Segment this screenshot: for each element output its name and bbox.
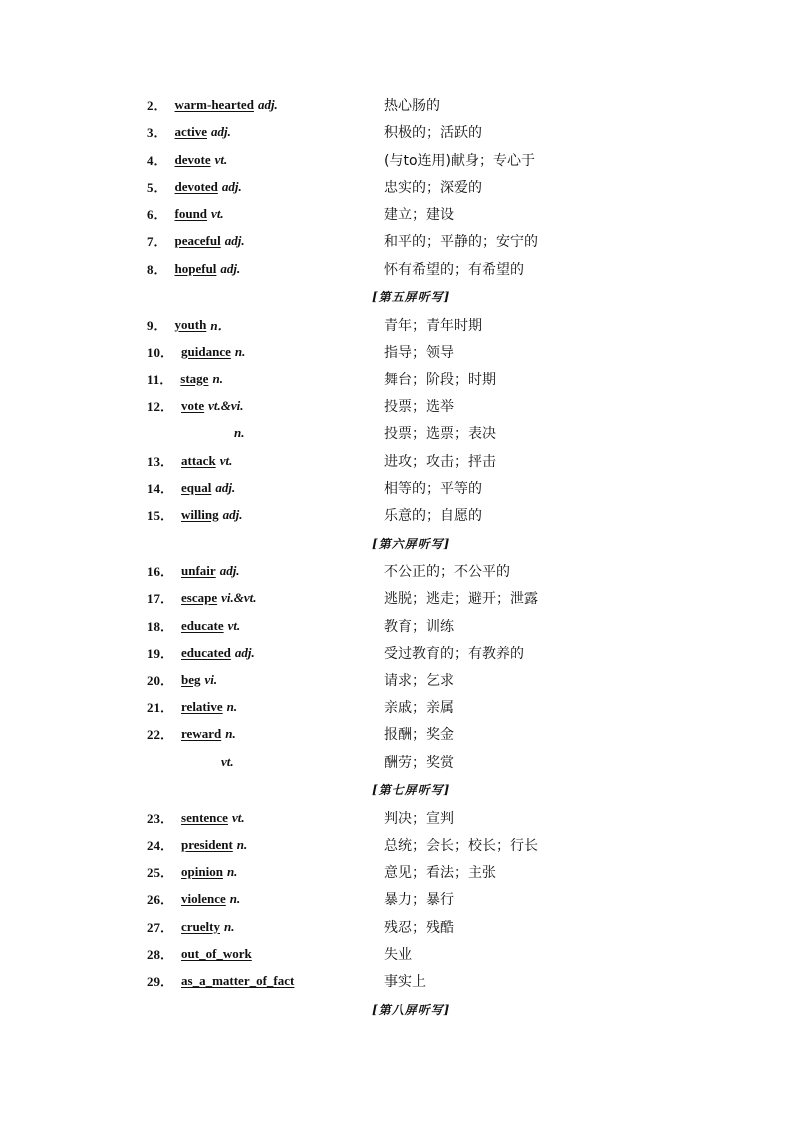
- entry-pos: n.: [225, 725, 236, 741]
- entry-number: 6．: [147, 207, 167, 222]
- entry-meaning: 投票；选票；表决: [384, 425, 496, 442]
- vocab-row: [0, 831, 794, 858]
- section-heading: [第八屏听写]: [372, 1003, 451, 1017]
- entry-meaning: 建立；建设: [384, 206, 454, 223]
- entry-word: devoted: [174, 178, 218, 194]
- entry-pos: adj.: [224, 232, 245, 248]
- entry-pos: vt.: [219, 452, 233, 468]
- entry-word: youth: [174, 316, 207, 332]
- vocab-row: [0, 118, 794, 145]
- entry-pos: vt.: [214, 151, 228, 167]
- vocab-row: [0, 804, 794, 831]
- entry-number: 22．: [147, 727, 174, 742]
- entry-meaning: 投票；选举: [384, 398, 454, 415]
- vocab-row: [0, 501, 794, 528]
- entry-word: president: [181, 836, 233, 852]
- entry-number: 28．: [147, 947, 174, 962]
- entry-meaning: 逃脱；逃走；避开；泄露: [384, 590, 538, 607]
- entry-number: 21．: [147, 700, 174, 715]
- section-heading: [第六屏听写]: [372, 537, 451, 551]
- entry-word: violence: [181, 890, 226, 906]
- entry-pos: n．: [210, 318, 231, 333]
- entry-number: 7．: [147, 234, 167, 249]
- vocab-row: [0, 913, 794, 940]
- entry-number: 29．: [147, 974, 174, 989]
- entry-meaning: 亲戚；亲属: [384, 699, 454, 716]
- entry-meaning: 怀有希望的；有希望的: [384, 261, 524, 278]
- vocab-row: [0, 311, 794, 338]
- vocab-row: [0, 612, 794, 639]
- vocab-row: [0, 693, 794, 720]
- entry-meaning: 不公正的；不公平的: [384, 563, 510, 580]
- entry-word: willing: [181, 506, 219, 522]
- entry-pos: vt.: [231, 809, 245, 825]
- vocab-row: [0, 639, 794, 666]
- entry-word: devote: [174, 151, 211, 167]
- entry-word: beg: [181, 671, 201, 687]
- entry-word: cruelty: [181, 918, 220, 934]
- entry-number: 8．: [147, 262, 167, 277]
- entry-number: 3．: [147, 125, 167, 140]
- entry-pos: adj.: [215, 479, 236, 495]
- vocab-row: [0, 720, 794, 747]
- entry-number: 26．: [147, 892, 174, 907]
- vocab-row: [0, 858, 794, 885]
- vocab-row: [0, 338, 794, 365]
- entry-pos: adj.: [219, 562, 240, 578]
- entry-number: 15．: [147, 508, 174, 523]
- vocab-row: [0, 885, 794, 912]
- entry-meaning: 失业: [384, 946, 412, 963]
- section-heading: [第七屏听写]: [372, 783, 451, 797]
- entry-meaning: 积极的；活跃的: [384, 124, 482, 141]
- vocab-row: [0, 967, 794, 994]
- entry-word: unfair: [181, 562, 216, 578]
- entry-pos: n.: [226, 863, 238, 879]
- entry-word: vote: [181, 397, 205, 413]
- entry-number: 20．: [147, 673, 174, 688]
- vocab-row: [0, 666, 794, 693]
- vocab-row: [0, 447, 794, 474]
- entry-word: attack: [181, 452, 216, 468]
- entry-word: opinion: [181, 863, 223, 879]
- entry-word: relative: [181, 698, 223, 714]
- entry-word: stage: [180, 370, 209, 386]
- entry-pos: adj.: [257, 96, 278, 112]
- entry-word: found: [174, 205, 208, 221]
- entry-word: hopeful: [174, 260, 217, 276]
- entry-word: warm-hearted: [174, 96, 254, 112]
- entry-number: 25．: [147, 865, 174, 880]
- entry-word: escape: [181, 589, 218, 605]
- vocab-row: [0, 392, 794, 419]
- vocab-row: [0, 474, 794, 501]
- entry-pos: vt.: [227, 617, 241, 633]
- vocab-row: [0, 173, 794, 200]
- entry-number: 27．: [147, 920, 174, 935]
- entry-meaning: 总统；会长；校长；行长: [384, 837, 538, 854]
- entry-number: 18．: [147, 619, 174, 634]
- entry-meaning: 意见；看法；主张: [384, 864, 496, 881]
- entry-meaning: 和平的；平静的；安宁的: [384, 233, 538, 250]
- entry-pos: vt.: [221, 753, 234, 769]
- entry-pos: vi.: [204, 671, 218, 687]
- entry-meaning: 相等的；平等的: [384, 480, 482, 497]
- entry-number: 13．: [147, 454, 174, 469]
- entry-pos: adj.: [222, 506, 243, 522]
- vocab-row: [0, 419, 794, 446]
- vocab-row: [0, 365, 794, 392]
- entry-number: 23．: [147, 811, 174, 826]
- vocab-row: [0, 557, 794, 584]
- entry-number: 11．: [147, 372, 173, 387]
- entry-meaning: 暴力；暴行: [384, 891, 454, 908]
- entry-word: guidance: [181, 343, 231, 359]
- entry-pos: n.: [234, 424, 245, 440]
- entry-meaning: 指导；领导: [384, 344, 454, 361]
- entry-word: peaceful: [174, 232, 221, 248]
- section-heading: [第五屏听写]: [372, 290, 451, 304]
- vocab-row: [0, 146, 794, 173]
- entry-word: educated: [181, 644, 231, 660]
- entry-word: educate: [181, 617, 224, 633]
- vocab-row: [0, 200, 794, 227]
- entry-number: 12．: [147, 399, 174, 414]
- entry-pos: adj.: [221, 178, 242, 194]
- entry-meaning: 受过教育的；有教养的: [384, 645, 524, 662]
- entry-meaning: 事实上: [384, 973, 426, 990]
- entry-word: active: [174, 123, 207, 139]
- entry-meaning: 热心肠的: [384, 97, 440, 114]
- entry-number: 16．: [147, 564, 174, 579]
- entry-meaning: 乐意的；自愿的: [384, 507, 482, 524]
- entry-number: 19．: [147, 646, 174, 661]
- entry-pos: vt.&vi.: [208, 397, 244, 413]
- vocab-row: [0, 584, 794, 611]
- entry-meaning: 报酬；奖金: [384, 726, 454, 743]
- vocab-row: [0, 940, 794, 967]
- vocab-row: [0, 91, 794, 118]
- entry-meaning: 判决；宣判: [384, 810, 454, 827]
- entry-number: 14．: [147, 481, 174, 496]
- entry-pos: n.: [229, 890, 241, 906]
- entry-number: 4．: [147, 153, 167, 168]
- entry-word: equal: [181, 479, 212, 495]
- entry-pos: n.: [236, 836, 248, 852]
- vocab-row: [0, 227, 794, 254]
- entry-pos: adj.: [234, 644, 255, 660]
- entry-pos: adj.: [220, 260, 241, 276]
- entry-pos: vt.: [211, 205, 224, 221]
- entry-meaning: 残忍；残酷: [384, 919, 454, 936]
- vocab-row: [0, 255, 794, 282]
- vocab-row: [0, 748, 794, 775]
- entry-meaning: 进攻；攻击；抨击: [384, 453, 496, 470]
- entry-number: 5．: [147, 180, 167, 195]
- entry-pos: n.: [226, 698, 238, 714]
- entry-word: out_of_work: [181, 945, 252, 961]
- entry-meaning: 教育；训练: [384, 618, 454, 635]
- entry-meaning: 青年；青年时期: [384, 317, 482, 334]
- entry-meaning: 忠实的；深爱的: [384, 179, 482, 196]
- entry-pos: adj.: [211, 123, 231, 139]
- entry-pos: n.: [212, 370, 223, 386]
- entry-meaning: 酬劳；奖赏: [384, 754, 454, 771]
- entry-pos: vi.&vt.: [221, 589, 257, 605]
- entry-word: sentence: [181, 809, 228, 825]
- entry-meaning: 请求；乞求: [384, 672, 454, 689]
- entry-meaning: 舞台；阶段；时期: [384, 371, 496, 388]
- entry-word: reward: [181, 725, 222, 741]
- entry-number: 10．: [147, 345, 174, 360]
- entry-number: 17．: [147, 591, 174, 606]
- entry-number: 24．: [147, 838, 174, 853]
- entry-pos: n.: [234, 343, 246, 359]
- entry-pos: n.: [224, 918, 235, 934]
- entry-number: 2．: [147, 98, 167, 113]
- entry-meaning: (与to连用)献身；专心于: [384, 152, 535, 169]
- entry-word: as_a_matter_of_fact: [181, 972, 295, 988]
- entry-number: 9．: [147, 318, 167, 333]
